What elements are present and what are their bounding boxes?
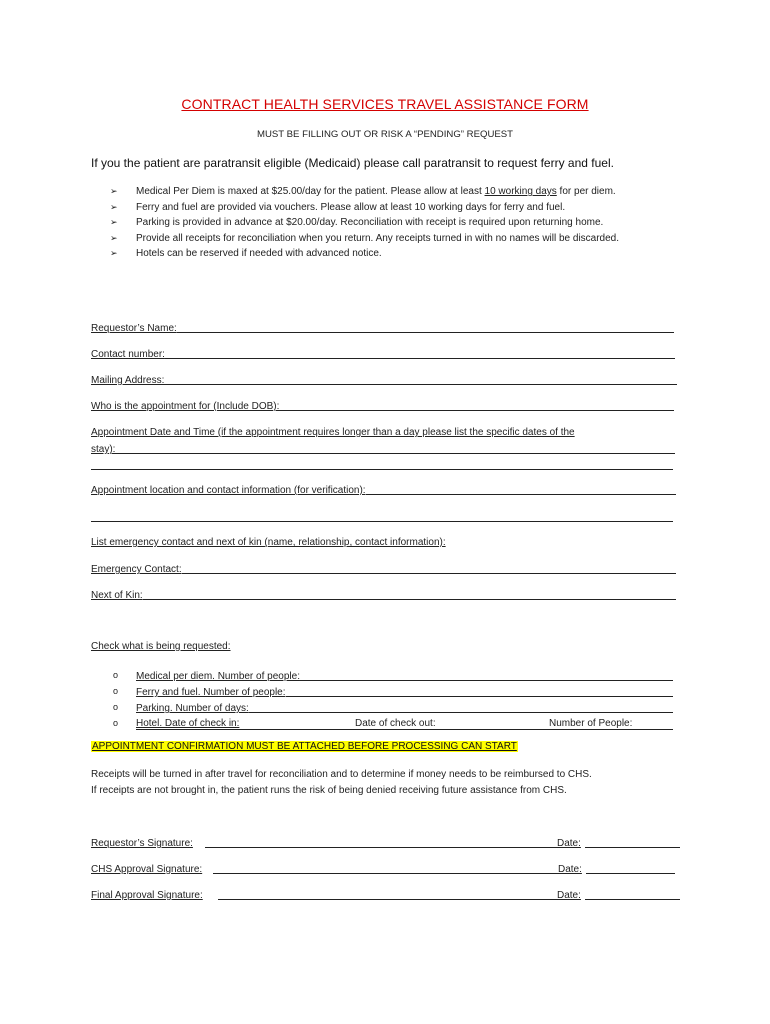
- medical-label: Medical per diem. Number of people:: [136, 671, 300, 682]
- emergency-contact-label: Emergency Contact:: [91, 564, 182, 575]
- bullet-text: Medical Per Diem is maxed at $25.00/day for the patient. Please allow at least: [136, 186, 485, 197]
- appointment-for-label: Who is the appointment for (Include DOB):: [91, 401, 280, 412]
- request-item-row: [136, 686, 673, 698]
- final-signature-line[interactable]: [218, 899, 557, 900]
- appointment-location-field[interactable]: [91, 484, 676, 496]
- appointment-location-label: Appointment location and contact information (for verification):: [91, 485, 366, 496]
- bullet-text: for per diem.: [556, 186, 616, 197]
- receipts-note-line: Receipts will be turned in after travel for reconciliation and to determine if money needs to be reimbursed to CHS.: [91, 769, 592, 780]
- hotel-checkout-label: Date of check out:: [355, 718, 436, 729]
- appointment-date-field[interactable]: [91, 443, 675, 455]
- final-signature-label: Final Approval Signature:: [91, 890, 203, 901]
- parking-line[interactable]: [249, 702, 673, 713]
- info-bullet: [110, 184, 670, 200]
- bullet-text: Parking is provided in advance at $20.00/day. Reconciliation with receipt is required upon returning home.: [136, 217, 604, 229]
- requestor-signature-row[interactable]: [91, 835, 680, 849]
- request-item-medical[interactable]: [113, 666, 673, 682]
- request-item-row: [136, 670, 673, 682]
- requestor-name-field[interactable]: [91, 322, 674, 334]
- mailing-address-field[interactable]: [91, 374, 677, 386]
- arrow-bullet-icon: ➢: [110, 201, 118, 212]
- next-of-kin-label: Next of Kin:: [91, 590, 143, 601]
- ferry-label: Ferry and fuel. Number of people:: [136, 687, 286, 698]
- emergency-heading: List emergency contact and next of kin (name, relationship, contact information):: [91, 537, 446, 548]
- parking-label: Parking. Number of days:: [136, 703, 249, 714]
- mailing-address-label: Mailing Address:: [91, 375, 165, 386]
- info-bullet: [110, 231, 670, 247]
- appointment-date-label: Appointment Date and Time (if the appointment requires longer than a day please list the specific dates of the: [91, 427, 575, 438]
- request-item-row: [136, 702, 673, 714]
- arrow-bullet-icon: ➢: [110, 217, 118, 228]
- request-item-parking[interactable]: [113, 698, 673, 714]
- arrow-bullet-icon: ➢: [110, 186, 118, 196]
- requestor-signature-label: Requestor’s Signature:: [91, 838, 193, 849]
- appointment-location-line[interactable]: [366, 484, 676, 495]
- info-bullet: [110, 200, 670, 216]
- circle-bullet-icon: o: [113, 686, 119, 696]
- final-signature-row[interactable]: [91, 887, 680, 901]
- chs-signature-line[interactable]: [213, 873, 558, 874]
- circle-bullet-icon: o: [113, 702, 119, 712]
- arrow-bullet-icon: ➢: [110, 248, 118, 259]
- intro-text: If you the patient are paratransit eligible (Medicaid) please call paratransit to request ferry and fuel.: [91, 156, 614, 170]
- chs-date-label: Date:: [558, 864, 582, 875]
- chs-signature-row[interactable]: [91, 861, 680, 875]
- bullet-text: Hotels can be reserved if needed with advanced notice.: [136, 248, 382, 260]
- requestor-name-label: Requestor’s Name:: [91, 323, 177, 334]
- chs-signature-label: CHS Approval Signature:: [91, 864, 203, 875]
- requestor-name-line[interactable]: [177, 322, 674, 333]
- receipts-note-line: If receipts are not brought in, the patient runs the risk of being denied receiving future assistance from CHS.: [91, 784, 567, 796]
- bullet-text: Ferry and fuel are provided via vouchers. Please allow at least 10 working days for ferry and fuel.: [136, 201, 566, 213]
- info-bullet: [110, 215, 670, 231]
- confirmation-notice: APPOINTMENT CONFIRMATION MUST BE ATTACHED BEFORE PROCESSING CAN START: [92, 741, 517, 752]
- next-of-kin-line[interactable]: [143, 589, 676, 600]
- appointment-location-extra-line[interactable]: [91, 521, 673, 522]
- contact-number-label: Contact number:: [91, 349, 165, 360]
- requestor-date-label: Date:: [557, 838, 581, 849]
- circle-bullet-icon: o: [113, 670, 119, 680]
- emergency-contact-field[interactable]: [91, 563, 676, 575]
- hotel-checkin-label: Hotel. Date of check in:: [136, 718, 240, 729]
- form-subtitle: MUST BE FILLING OUT OR RISK A “PENDING” REQUEST: [256, 129, 514, 140]
- contact-number-line[interactable]: [165, 348, 675, 359]
- chs-date-line[interactable]: [586, 873, 675, 874]
- form-title: CONTRACT HEALTH SERVICES TRAVEL ASSISTANCE FORM: [181, 96, 589, 112]
- bullet-text: Provide all receipts for reconciliation when you return. Any receipts turned in with no names will be discarded.: [136, 232, 620, 244]
- request-item-ferry[interactable]: [113, 682, 673, 698]
- emergency-contact-line[interactable]: [182, 563, 676, 574]
- medical-line[interactable]: [300, 670, 673, 681]
- request-checklist: [113, 666, 673, 730]
- appointment-for-field[interactable]: [91, 400, 674, 412]
- next-of-kin-field[interactable]: [91, 589, 676, 601]
- mailing-address-line[interactable]: [164, 374, 677, 385]
- requestor-date-line[interactable]: [585, 847, 680, 848]
- appointment-date-label-cont: stay):: [91, 444, 116, 455]
- final-date-line[interactable]: [585, 899, 680, 900]
- bullet-text-underlined: 10 working days: [484, 186, 557, 197]
- receipts-note: [91, 767, 691, 798]
- circle-bullet-icon: o: [113, 718, 119, 728]
- hotel-people-label: Number of People:: [549, 718, 633, 729]
- info-bullet-list: [110, 184, 670, 262]
- hotel-row-line[interactable]: [136, 717, 673, 730]
- ferry-line[interactable]: [286, 686, 673, 697]
- requestor-signature-line[interactable]: [205, 847, 557, 848]
- appointment-for-line[interactable]: [279, 400, 674, 411]
- final-date-label: Date:: [557, 890, 581, 901]
- appointment-date-line[interactable]: [115, 443, 675, 454]
- info-bullet: [110, 246, 670, 262]
- appointment-date-extra-line[interactable]: [91, 469, 673, 470]
- contact-number-field[interactable]: [91, 348, 675, 360]
- request-heading: Check what is being requested:: [91, 641, 231, 652]
- request-item-hotel[interactable]: [113, 714, 673, 730]
- arrow-bullet-icon: ➢: [110, 232, 118, 243]
